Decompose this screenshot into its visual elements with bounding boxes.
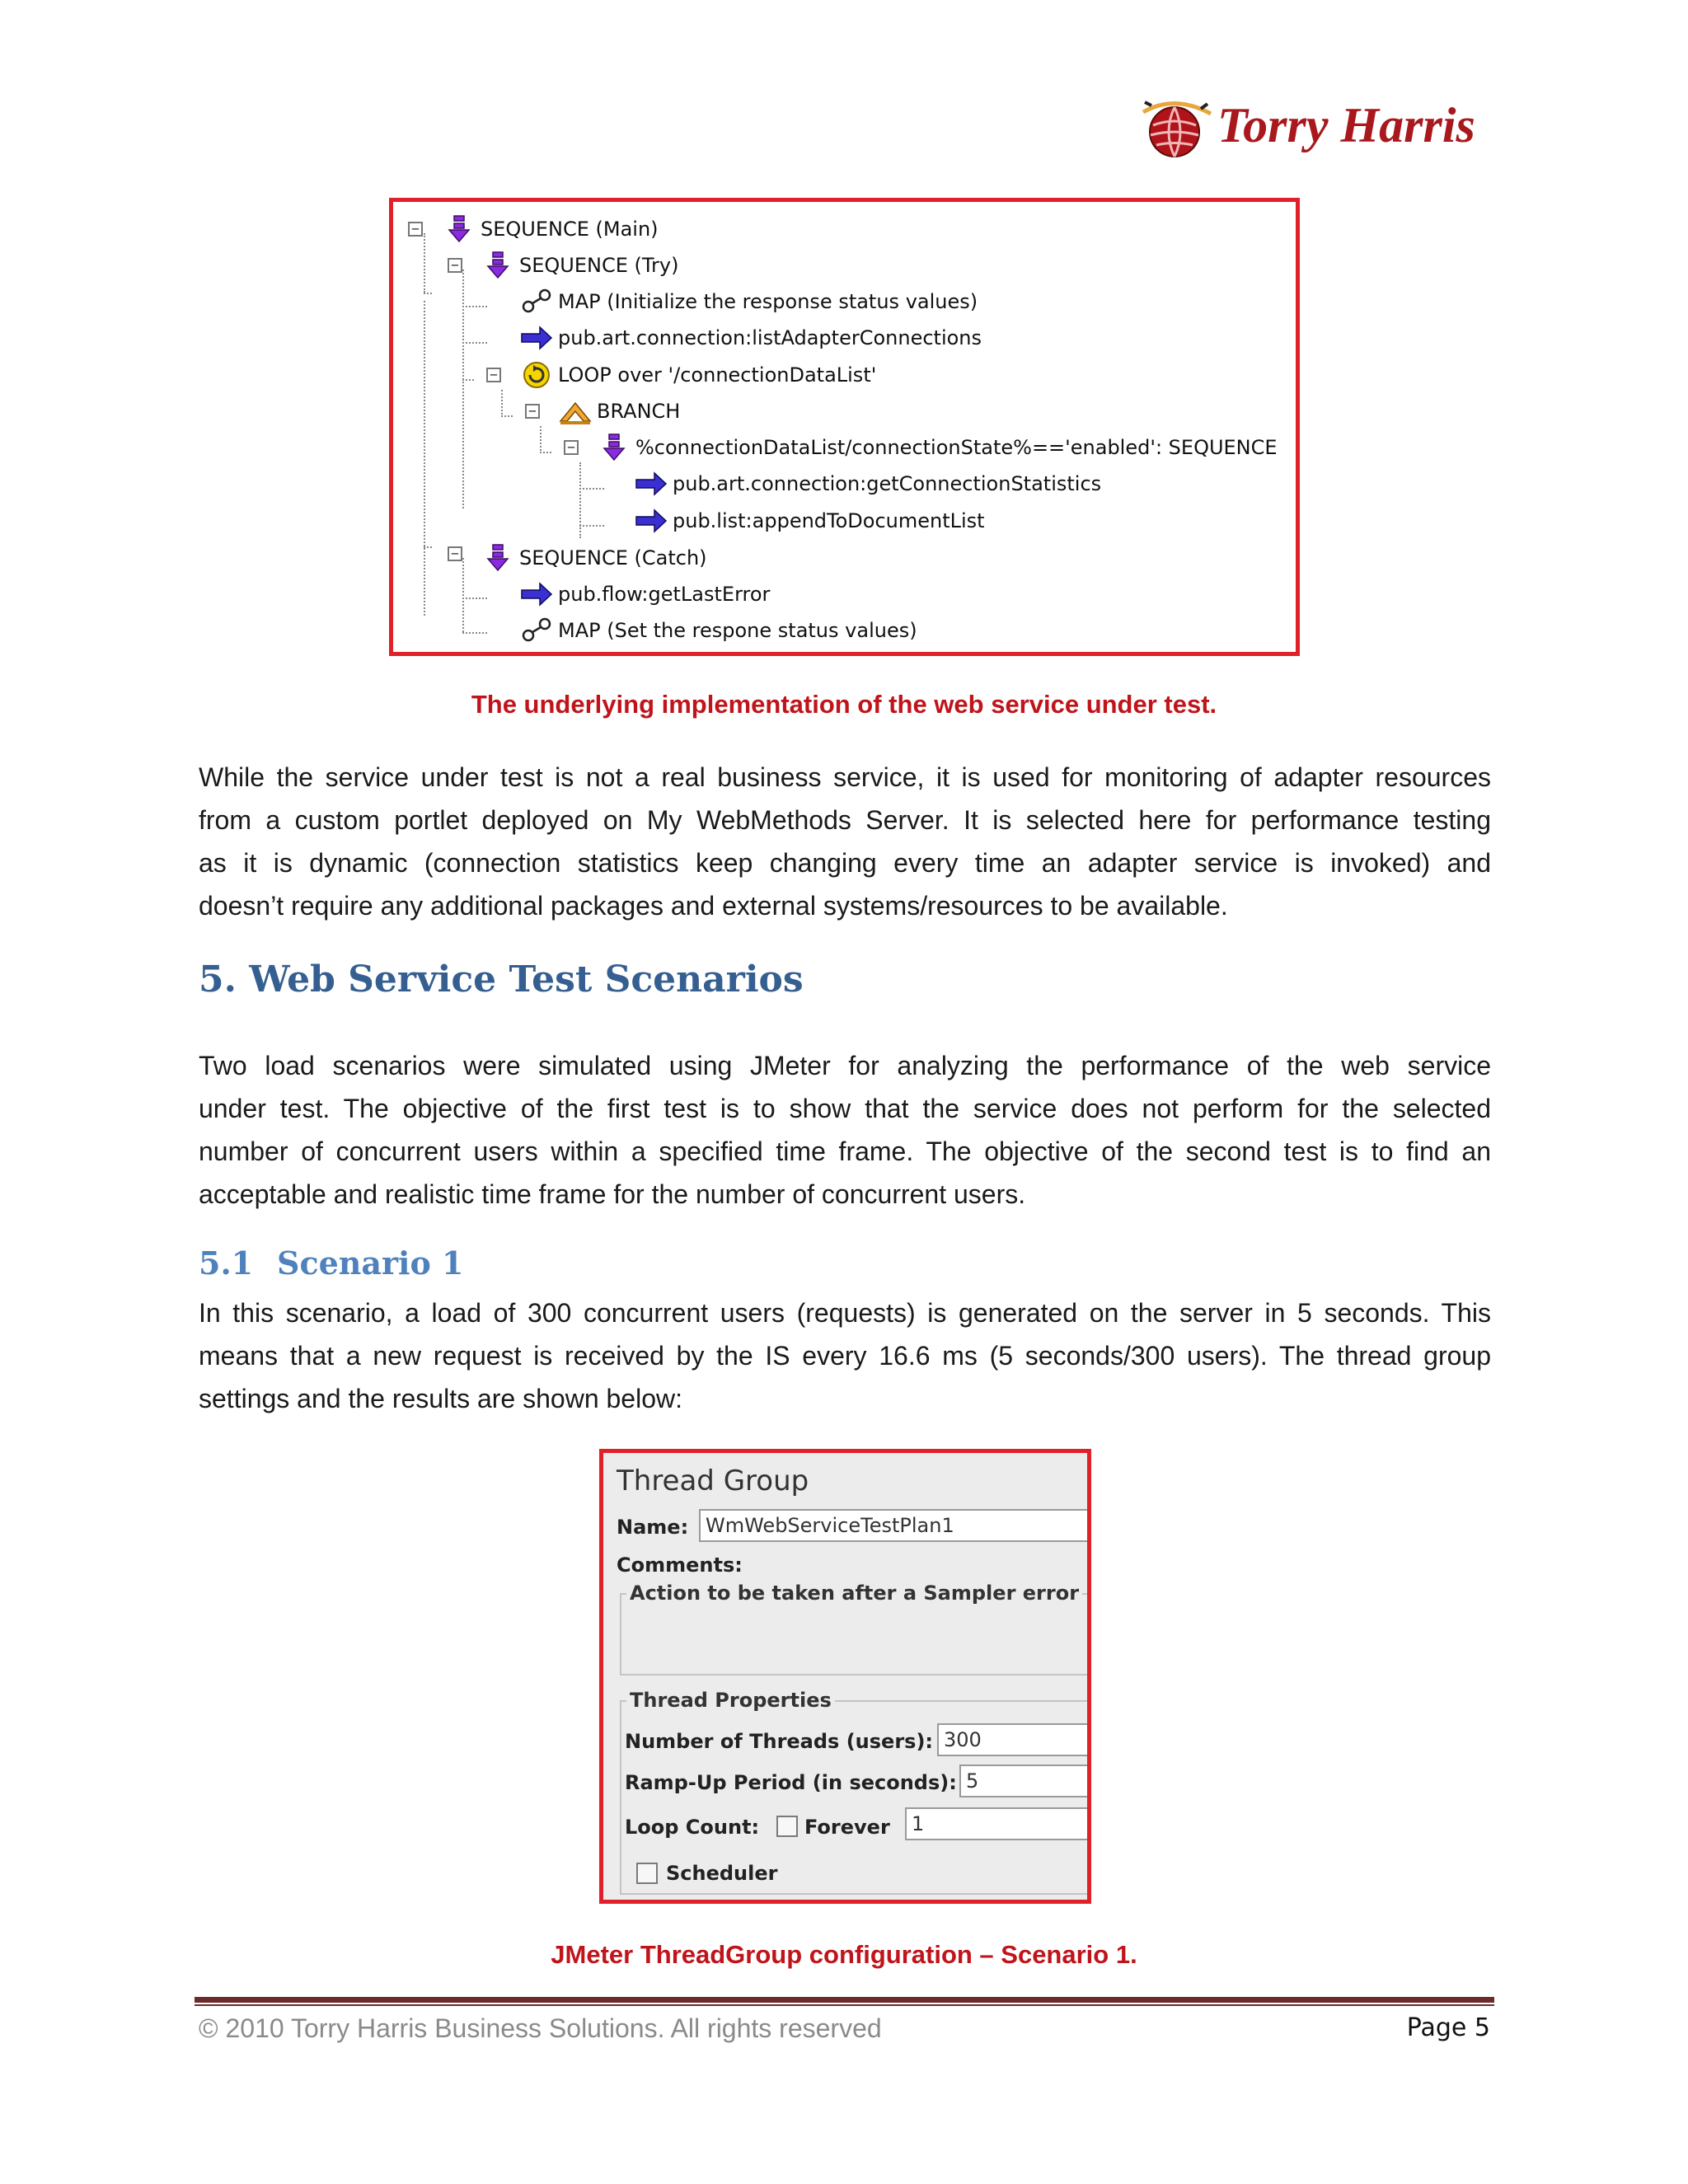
tree-node-label: pub.flow:getLastError (558, 583, 771, 606)
sequence-icon (481, 543, 514, 573)
paragraph-line: from a custom portlet deployed on My WebMethods Server. It is selected here for performance testing (199, 805, 1491, 835)
invoke-arrow-icon (635, 506, 668, 536)
comments-label: Comments: (617, 1554, 743, 1577)
paragraph-line: means that a new request is received by the IS every 16.6 ms (5 seconds/300 users). The thread group (199, 1341, 1491, 1371)
subsection-heading (199, 1244, 463, 1282)
page-number: Page 5 (1406, 2013, 1490, 2042)
scheduler-label: Scheduler (666, 1862, 778, 1885)
sequence-icon (443, 214, 476, 244)
rampup-label: Ramp-Up Period (in seconds): (625, 1771, 957, 1794)
tree-node[interactable] (481, 249, 678, 282)
tree-node[interactable] (635, 504, 985, 537)
invoke-arrow-icon (635, 469, 668, 499)
tree-node-label: SEQUENCE (Main) (481, 218, 659, 241)
tree-node[interactable] (598, 431, 1278, 464)
body-paragraph (199, 756, 1491, 927)
invoke-arrow-icon (520, 323, 553, 353)
tree-node-label: pub.art.connection:listAdapterConnections (558, 326, 982, 349)
paragraph-line: Two load scenarios were simulated using JMeter for analyzing the performance of the web service (199, 1051, 1491, 1080)
invoke-arrow-icon (520, 579, 553, 609)
tree-node[interactable] (559, 395, 680, 428)
figure-caption: The underlying implementation of the web service under test. (471, 690, 1217, 719)
tree-node-label: MAP (Set the respone status values) (558, 619, 917, 642)
subsection-number: 5.1 (199, 1244, 254, 1282)
paragraph-line: In this scenario, a load of 300 concurrent users (requests) is generated on the server in 5 seconds. This (199, 1298, 1491, 1328)
footer-rule (195, 2004, 1494, 2006)
collapse-toggle[interactable]: − (564, 440, 579, 455)
collapse-toggle[interactable]: − (525, 404, 540, 419)
collapse-toggle[interactable]: − (448, 258, 462, 273)
tree-node[interactable] (520, 359, 876, 391)
group-legend: Thread Properties (626, 1689, 835, 1712)
tree-node-label: LOOP over '/connectionDataList' (558, 363, 877, 387)
scheduler-checkbox[interactable] (636, 1863, 658, 1884)
paragraph-line: settings and the results are shown below: (199, 1384, 682, 1413)
sequence-icon (598, 433, 631, 462)
collapse-toggle[interactable]: − (408, 222, 423, 237)
loop-count-input[interactable]: 1 (905, 1807, 1091, 1840)
sampler-error-group (620, 1582, 1091, 1675)
collapse-toggle[interactable]: − (486, 368, 501, 382)
logo-text: Torry Harris (1217, 98, 1475, 152)
tree-node[interactable] (443, 213, 659, 246)
paragraph-line: under test. The objective of the first test is to show that the service does not perform for the selected (199, 1094, 1491, 1123)
collapse-toggle[interactable]: − (448, 546, 462, 561)
forever-label: Forever (804, 1816, 890, 1839)
company-logo (1142, 91, 1496, 165)
tree-node[interactable] (520, 321, 982, 354)
name-label: Name: (617, 1516, 689, 1539)
footer-rule (195, 1997, 1494, 2003)
threads-label: Number of Threads (users): (625, 1730, 934, 1753)
paragraph-line: doesn’t require any additional packages and external systems/resources to be available. (199, 891, 1228, 921)
group-legend: Action to be taken after a Sampler error (626, 1582, 1082, 1605)
tree-node-label: SEQUENCE (Catch) (519, 546, 707, 569)
tree-node-label: pub.art.connection:getConnectionStatistics (673, 472, 1102, 495)
body-paragraph (199, 1291, 1491, 1420)
paragraph-line: as it is dynamic (connection statistics keep changing every time an adapter service is invoked) and (199, 848, 1491, 878)
map-icon (520, 287, 553, 316)
map-icon (520, 616, 553, 645)
globe-logo-icon (1142, 96, 1212, 162)
loop-icon (520, 360, 553, 390)
tree-node[interactable] (481, 541, 707, 574)
tree-node-label: BRANCH (597, 400, 681, 423)
sequence-icon (481, 251, 514, 280)
threads-input[interactable]: 300 (937, 1723, 1091, 1756)
loop-count-label: Loop Count: (625, 1816, 760, 1839)
section-heading: 5. Web Service Test Scenarios (199, 958, 804, 1001)
tree-node-label: %connectionDataList/connectionState%=='enabled': SEQUENCE (635, 436, 1278, 459)
tree-node[interactable] (520, 285, 978, 318)
tree-node[interactable] (635, 467, 1101, 500)
paragraph-line: acceptable and realistic time frame for the number of concurrent users. (199, 1179, 1026, 1209)
subsection-title: Scenario 1 (277, 1244, 464, 1282)
tree-node-label: SEQUENCE (Try) (519, 254, 679, 277)
thread-group-panel-figure (599, 1449, 1091, 1904)
tree-node-label: MAP (Initialize the response status values) (558, 290, 978, 313)
rampup-input[interactable]: 5 (959, 1765, 1091, 1797)
figure-caption: JMeter ThreadGroup configuration – Scenario 1. (551, 1940, 1137, 1969)
paragraph-line: number of concurrent users within a specified time frame. The objective of the second test is to find an (199, 1137, 1491, 1166)
body-paragraph (199, 1044, 1491, 1216)
branch-icon (559, 396, 592, 426)
panel-title: Thread Group (617, 1465, 809, 1497)
forever-checkbox[interactable] (776, 1816, 798, 1837)
name-input[interactable]: WmWebServiceTestPlan1 (699, 1509, 1091, 1542)
flow-service-tree-figure (389, 198, 1300, 656)
tree-node[interactable] (520, 614, 917, 647)
tree-node-label: pub.list:appendToDocumentList (673, 509, 985, 532)
tree-node[interactable] (520, 578, 770, 611)
footer-copyright: © 2010 Torry Harris Business Solutions. All rights reserved (199, 2013, 882, 2043)
paragraph-line: While the service under test is not a real business service, it is used for monitoring of adapter resources (199, 762, 1491, 792)
